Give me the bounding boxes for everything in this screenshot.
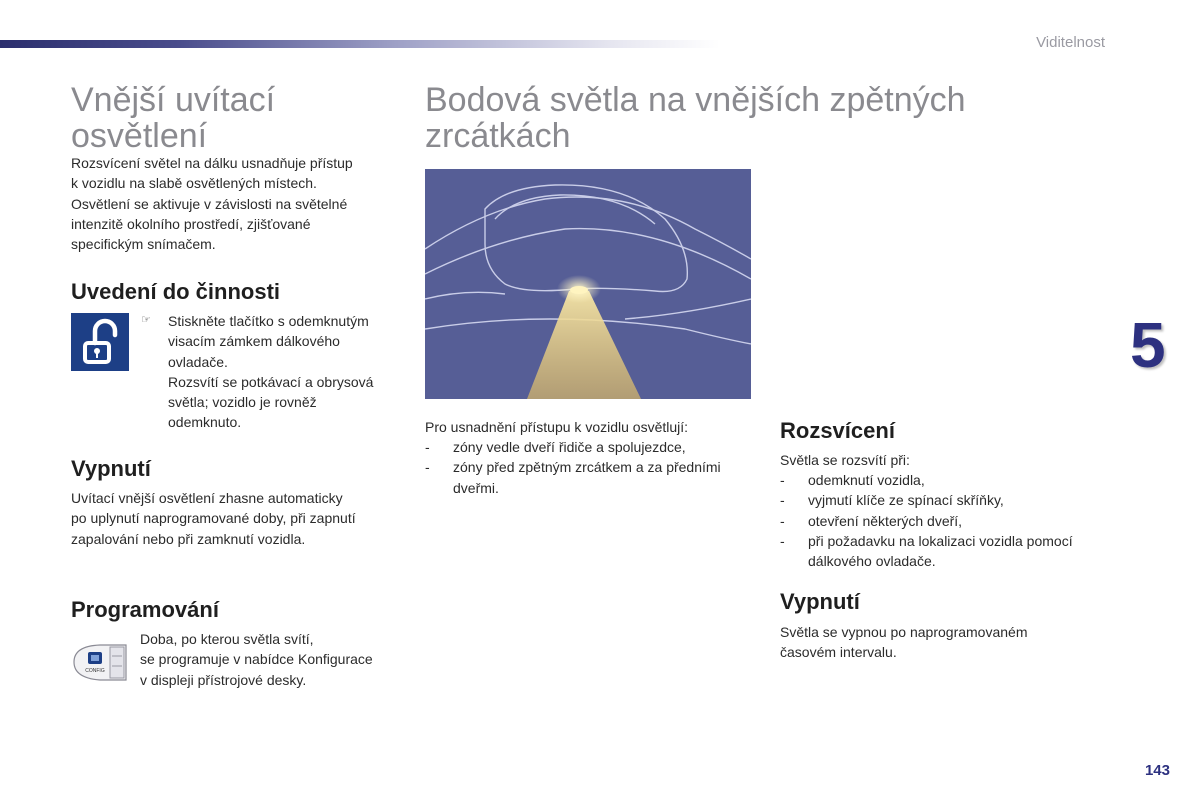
left-intro — [71, 153, 353, 254]
left-title — [71, 82, 275, 154]
left-intro-line: intenzitě okolního prostředí, zjišťované — [71, 215, 311, 232]
pointing-hand-icon: ☞ — [141, 314, 151, 326]
list-item: - odemknutí vozidla, — [780, 470, 1120, 490]
left-off-text — [71, 488, 356, 549]
config-label: CONFIG — [85, 668, 105, 674]
left-intro-line: specifickým snímačem. — [71, 236, 216, 253]
middle-title-line-2: zrcátkách — [425, 117, 571, 155]
middle-lead: Pro usnadnění přístupu k vozidlu osvětlují: — [425, 419, 689, 435]
left-off-line: zapalování nebo při zamknutí vozidla. — [71, 530, 306, 547]
activation-line: světla; vozidlo je rovněž — [168, 394, 317, 411]
mirror-spotlight-illustration — [425, 169, 751, 399]
list-item: - zóny vedle dveří řidiče a spolujezdce, — [425, 437, 755, 457]
right-off-heading: Vypnutí — [780, 589, 860, 614]
left-intro-line: k vozidlu na slabě osvětlených místech. — [71, 175, 317, 192]
dashboard-config-button-icon — [70, 640, 130, 684]
left-intro-line: Rozsvícení světel na dálku usnadňuje přístup — [71, 155, 353, 171]
activation-line: Stiskněte tlačítko s odemknutým — [168, 313, 369, 329]
right-off-text — [780, 622, 1027, 663]
activation-text — [168, 311, 373, 433]
activation-line: visacím zámkem dálkového — [168, 333, 340, 350]
header-gradient-bar — [0, 40, 720, 48]
activation-line: Rozsvítí se potkávací a obrysová — [168, 373, 374, 390]
programming-text — [140, 629, 373, 690]
middle-title-line-1: Bodová světla na vnějších zpětných — [425, 81, 966, 119]
section-title: Viditelnost — [1036, 34, 1105, 51]
list-item: - při požadavku na lokalizaci vozidla pomocí — [780, 531, 1120, 551]
chapter-number: 5 — [1130, 309, 1166, 381]
middle-list-continuation: dveřmi. — [453, 480, 499, 496]
programming-line: se programuje v nabídce Konfigurace — [140, 651, 373, 668]
right-on-list-continuation: dálkového ovladače. — [808, 553, 936, 569]
list-item: - vyjmutí klíče ze spínací skříňky, — [780, 490, 1120, 510]
right-on-list — [780, 470, 1120, 551]
activation-line: odemknuto. — [168, 414, 242, 431]
right-on-heading: Rozsvícení — [780, 418, 895, 443]
unlock-padlock-icon — [71, 313, 129, 371]
programming-line: v displeji přístrojové desky. — [140, 671, 307, 688]
left-off-line: Uvítací vnější osvětlení zhasne automaticky — [71, 490, 343, 506]
list-item: - zóny před zpětným zrcátkem a za předními — [425, 457, 755, 477]
left-off-line: po uplynutí naprogramované doby, při zapnutí — [71, 510, 356, 527]
left-title-line-2: osvětlení — [71, 117, 208, 155]
right-off-line: časovém intervalu. — [780, 644, 897, 661]
right-on-lead: Světla se rozsvítí při: — [780, 452, 910, 468]
activation-line: ovladače. — [168, 353, 228, 370]
middle-list — [425, 437, 755, 478]
left-intro-line: Osvětlení se aktivuje v závislosti na světelné — [71, 195, 348, 212]
programming-heading: Programování — [71, 597, 219, 622]
page-number: 143 — [1144, 762, 1170, 779]
list-item: - otevření některých dveří, — [780, 511, 1120, 531]
activation-heading: Uvedení do činnosti — [71, 279, 281, 304]
left-title-line-1: Vnější uvítací — [71, 81, 276, 119]
middle-title — [425, 82, 966, 154]
right-off-line: Světla se vypnou po naprogramovaném — [780, 624, 1028, 640]
left-off-heading: Vypnutí — [71, 456, 151, 481]
programming-line: Doba, po kterou světla svítí, — [140, 631, 314, 647]
